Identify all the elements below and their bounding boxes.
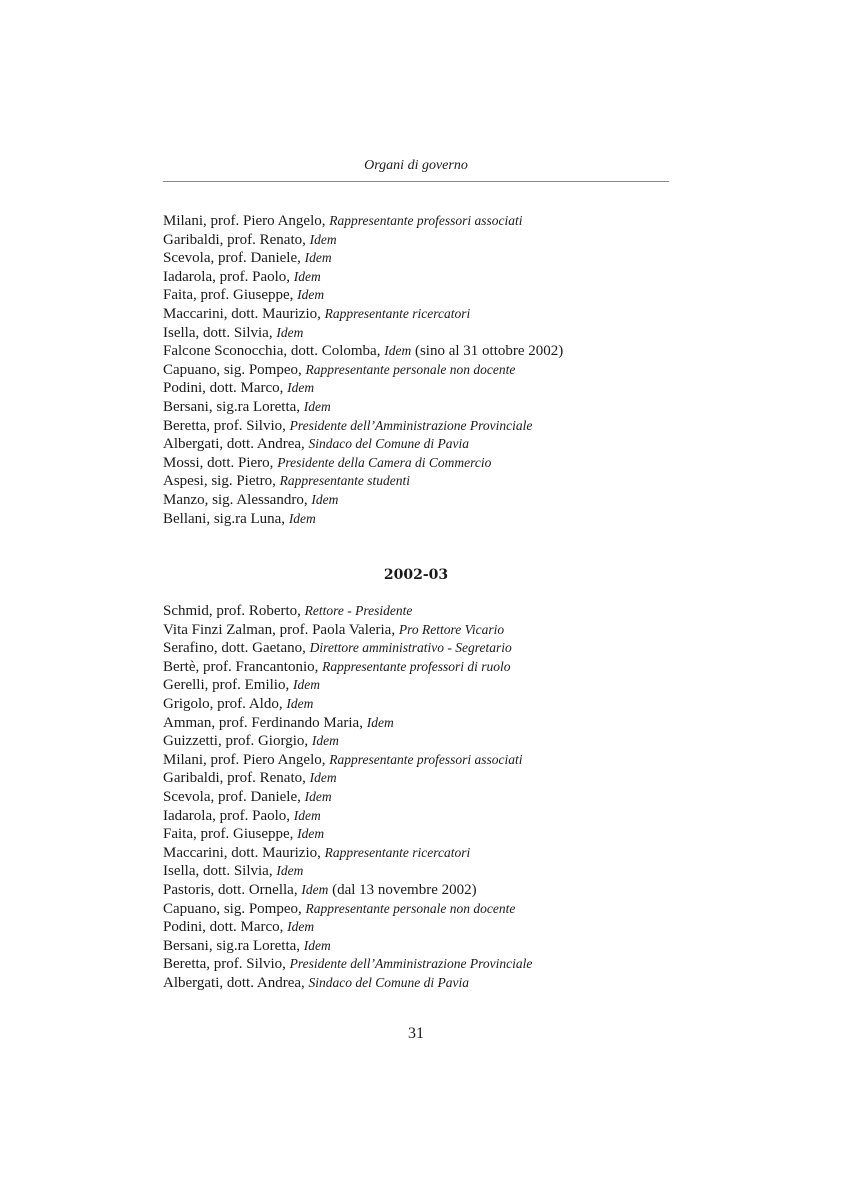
member-role: Idem bbox=[303, 937, 331, 953]
list-item bbox=[163, 844, 683, 863]
member-name: Milani, prof. Piero Angelo, bbox=[163, 213, 330, 229]
member-note: (sino al 31 ottobre 2002) bbox=[411, 343, 564, 360]
list-item bbox=[163, 491, 683, 510]
member-name: Faita, prof. Giuseppe, bbox=[163, 826, 298, 843]
list-item bbox=[163, 881, 683, 900]
member-role: Rappresentante professori associati bbox=[329, 213, 523, 228]
member-name: Gerelli, prof. Emilio, bbox=[163, 677, 293, 694]
member-role: Sindaco del Comune di Pavia bbox=[308, 974, 470, 990]
member-name: Mossi, dott. Piero, bbox=[163, 454, 278, 471]
member-role: Idem bbox=[304, 788, 332, 804]
list-item bbox=[163, 714, 683, 733]
member-name: Bersani, sig.ra Loretta, bbox=[163, 937, 304, 954]
member-role: Idem bbox=[366, 714, 394, 730]
member-name: Albergati, dott. Andrea, bbox=[163, 436, 309, 453]
member-name: Milani, prof. Piero Angelo, bbox=[163, 751, 330, 768]
member-name: Grigolo, prof. Aldo, bbox=[163, 695, 287, 712]
member-name: Podini, dott. Marco, bbox=[163, 919, 288, 936]
member-name: Podini, dott. Marco, bbox=[163, 380, 288, 397]
member-name: Isella, dott. Silvia, bbox=[163, 863, 277, 880]
list-item bbox=[163, 937, 683, 956]
list-item bbox=[163, 435, 683, 454]
member-role: Presidente dell’Amministrazione Provinciale bbox=[289, 417, 533, 433]
member-name: Serafino, dott. Gaetano, bbox=[163, 640, 310, 657]
member-role: Idem bbox=[276, 324, 304, 340]
member-name: Bersani, sig.ra Loretta, bbox=[163, 398, 304, 415]
member-name: Bellani, sig.ra Luna, bbox=[163, 510, 289, 527]
member-note: (dal 13 novembre 2002) bbox=[328, 881, 477, 898]
member-role: Rappresentante professori di ruolo bbox=[322, 658, 511, 674]
member-name: Garibaldi, prof. Renato, bbox=[163, 231, 310, 248]
list-item bbox=[163, 212, 683, 231]
list-item bbox=[163, 918, 683, 937]
member-role: Rappresentante ricercatori bbox=[324, 844, 471, 860]
member-role: Pro Rettore Vicario bbox=[398, 621, 505, 637]
list-item bbox=[163, 398, 683, 417]
member-role: Idem bbox=[287, 380, 315, 396]
member-role: Rettore - Presidente bbox=[304, 603, 413, 618]
member-name: Faita, prof. Giuseppe, bbox=[163, 287, 298, 304]
member-role: Idem bbox=[276, 863, 304, 879]
member-role: Idem bbox=[301, 881, 329, 897]
list-item bbox=[163, 361, 683, 380]
header-rule bbox=[163, 181, 669, 182]
section-heading-year: 2002-03 bbox=[383, 567, 449, 583]
list-item bbox=[163, 825, 683, 844]
list-item bbox=[163, 324, 683, 343]
list-item bbox=[163, 621, 683, 640]
running-header: Organi di governo bbox=[364, 158, 468, 173]
member-role: Direttore amministrativo - Segretario bbox=[309, 640, 512, 656]
member-name: Manzo, sig. Alessandro, bbox=[163, 491, 312, 508]
list-item bbox=[163, 769, 683, 788]
member-role: Rappresentante ricercatori bbox=[324, 305, 471, 321]
member-role: Idem bbox=[287, 919, 315, 935]
list-item bbox=[163, 788, 683, 807]
list-item bbox=[163, 454, 683, 473]
list-item bbox=[163, 639, 683, 658]
member-name: Iadarola, prof. Paolo, bbox=[163, 268, 294, 285]
member-role: Idem bbox=[293, 268, 321, 284]
member-name: Scevola, prof. Daniele, bbox=[163, 250, 305, 267]
member-name: Maccarini, dott. Maurizio, bbox=[163, 305, 325, 322]
list-item bbox=[163, 602, 683, 621]
list-item bbox=[163, 510, 683, 529]
member-name: Beretta, prof. Silvio, bbox=[163, 956, 290, 973]
member-role: Idem bbox=[303, 398, 331, 414]
list-item bbox=[163, 342, 683, 361]
member-role: Sindaco del Comune di Pavia bbox=[308, 436, 470, 452]
list-item bbox=[163, 974, 683, 993]
list-item bbox=[163, 472, 683, 491]
member-name: Iadarola, prof. Paolo, bbox=[163, 807, 294, 824]
member-role: Rappresentante personale non docente bbox=[305, 900, 516, 916]
member-role: Idem bbox=[293, 807, 321, 823]
member-name: Albergati, dott. Andrea, bbox=[163, 974, 309, 991]
list-item bbox=[163, 249, 683, 268]
list-item bbox=[163, 732, 683, 751]
list-item bbox=[163, 862, 683, 881]
member-name: Guizzetti, prof. Giorgio, bbox=[163, 733, 312, 750]
member-name: Beretta, prof. Silvio, bbox=[163, 417, 290, 434]
member-name: Pastoris, dott. Ornella, bbox=[163, 881, 302, 898]
list-item bbox=[163, 955, 683, 974]
member-name: Falcone Sconocchia, dott. Colomba, bbox=[163, 343, 385, 360]
member-name: Schmid, prof. Roberto, bbox=[163, 603, 305, 619]
list-item bbox=[163, 305, 683, 324]
member-name: Garibaldi, prof. Renato, bbox=[163, 770, 310, 787]
list-item bbox=[163, 231, 683, 250]
member-role: Idem bbox=[311, 491, 339, 507]
member-role: Presidente della Camera di Commercio bbox=[277, 454, 492, 470]
member-role: Idem bbox=[297, 287, 325, 303]
member-name: Maccarini, dott. Maurizio, bbox=[163, 844, 325, 861]
member-role: Rappresentante personale non docente bbox=[305, 361, 516, 377]
list-item bbox=[163, 695, 683, 714]
member-name: Isella, dott. Silvia, bbox=[163, 324, 277, 341]
member-role: Idem bbox=[297, 826, 325, 842]
member-name: Amman, prof. Ferdinando Maria, bbox=[163, 714, 367, 731]
list-item bbox=[163, 807, 683, 826]
list-item bbox=[163, 751, 683, 770]
list-item bbox=[163, 676, 683, 695]
member-role: Idem bbox=[384, 343, 412, 359]
list-item bbox=[163, 658, 683, 677]
member-role: Idem bbox=[292, 677, 320, 693]
member-role: Idem bbox=[309, 770, 337, 786]
member-name: Scevola, prof. Daniele, bbox=[163, 788, 305, 805]
member-list-2002-03 bbox=[163, 602, 683, 992]
member-role: Rappresentante professori associati bbox=[329, 751, 523, 767]
member-role: Rappresentante studenti bbox=[279, 473, 411, 489]
member-role: Idem bbox=[309, 231, 337, 247]
member-role: Idem bbox=[288, 510, 316, 526]
member-name: Capuano, sig. Pompeo, bbox=[163, 900, 306, 917]
member-name: Capuano, sig. Pompeo, bbox=[163, 361, 306, 378]
list-item bbox=[163, 286, 683, 305]
member-name: Bertè, prof. Francantonio, bbox=[163, 658, 323, 675]
member-role: Presidente dell’Amministrazione Provinciale bbox=[289, 956, 533, 972]
member-list-previous-year bbox=[163, 212, 683, 528]
member-role: Idem bbox=[304, 250, 332, 266]
page-number: 31 bbox=[408, 1025, 424, 1042]
member-name: Vita Finzi Zalman, prof. Paola Valeria, bbox=[163, 621, 399, 638]
member-name: Aspesi, sig. Pietro, bbox=[163, 473, 280, 490]
list-item bbox=[163, 268, 683, 287]
list-item bbox=[163, 417, 683, 436]
member-role: Idem bbox=[286, 695, 314, 711]
member-role: Idem bbox=[311, 733, 339, 749]
list-item bbox=[163, 379, 683, 398]
list-item bbox=[163, 900, 683, 919]
